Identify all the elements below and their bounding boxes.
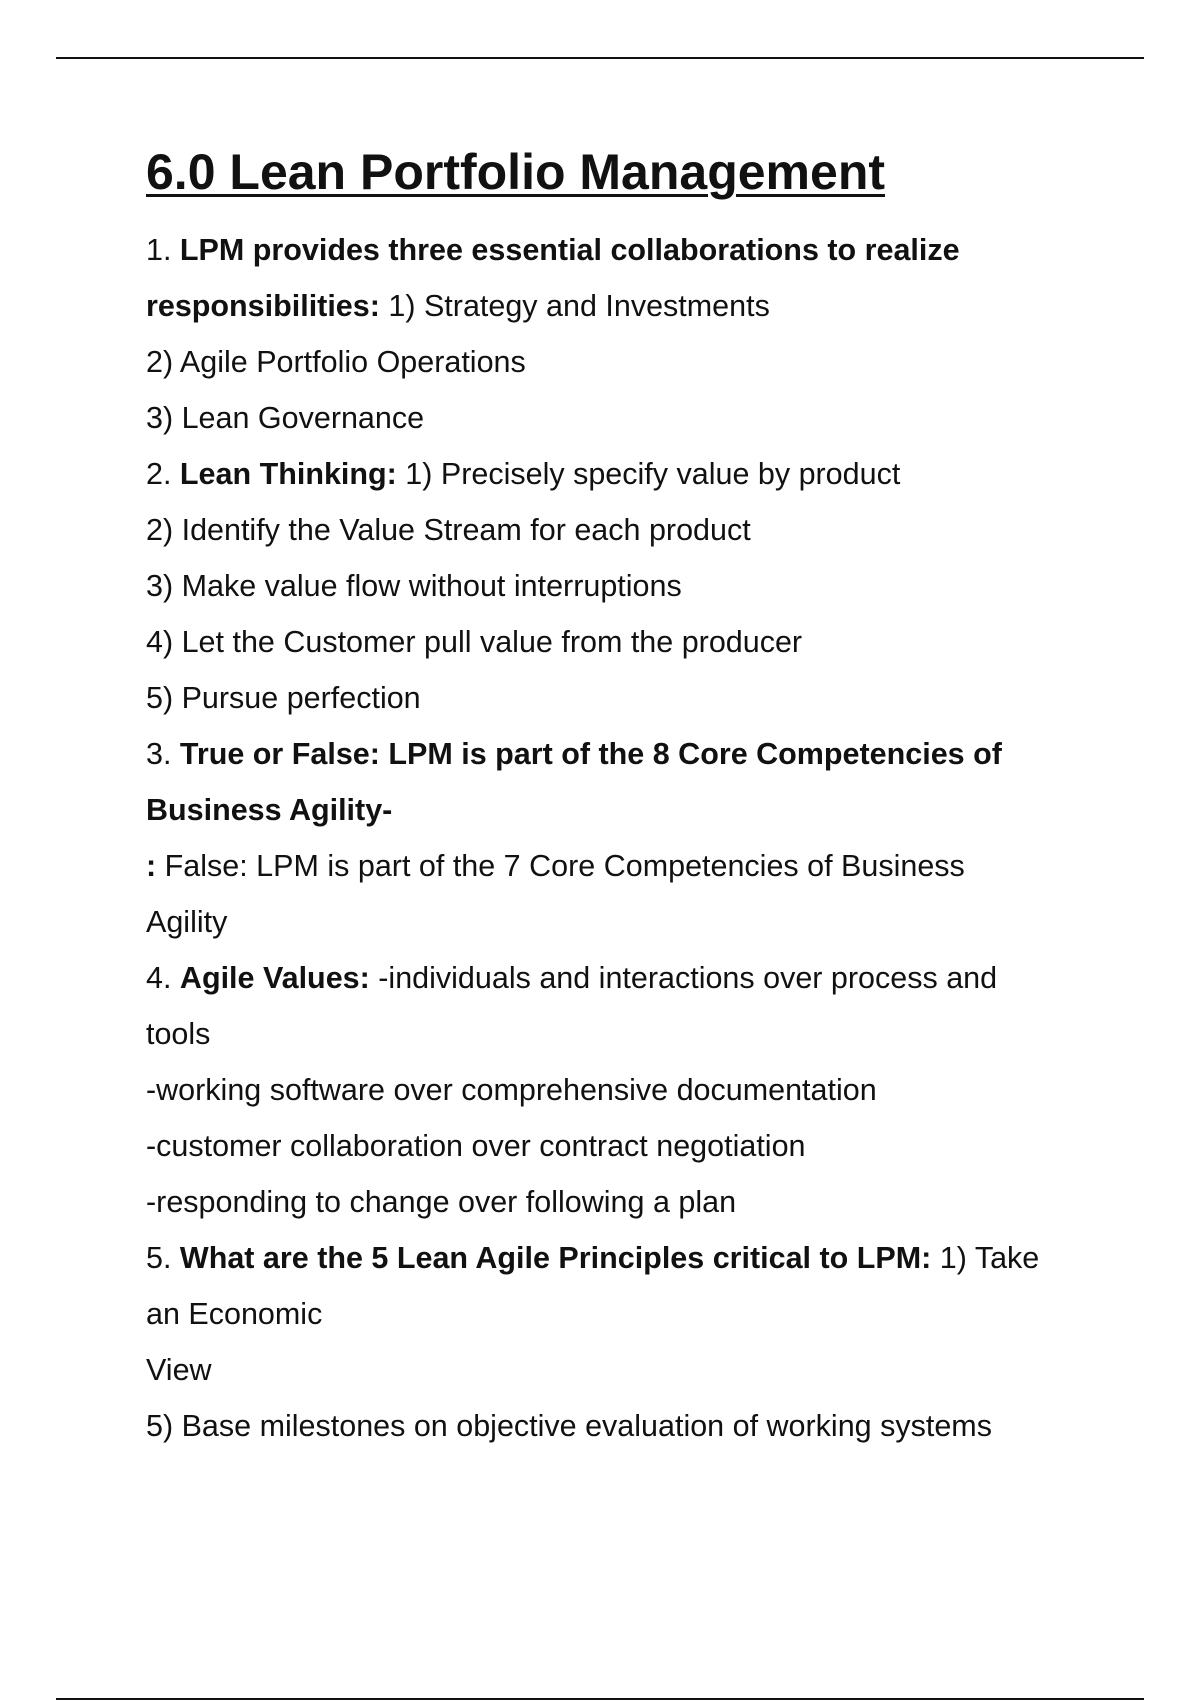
item-1-question: LPM provides three essential collaborations to realize	[179, 233, 960, 267]
item-4-answer-line: tools	[146, 1017, 211, 1051]
item-3-number: 3.	[146, 737, 172, 771]
item-3-line-1	[146, 726, 1106, 782]
item-2-answer-line: 3) Make value flow without interruptions	[146, 569, 682, 603]
item-2-line-1	[146, 446, 1106, 502]
item-3-answer-colon: :	[146, 849, 157, 883]
item-4-answer-line: -working software over comprehensive documentation	[146, 1073, 877, 1107]
item-1-line-2	[146, 278, 1106, 334]
item-5-line-1	[146, 1230, 1106, 1286]
item-5-answer: 1) Take	[939, 1241, 1040, 1275]
item-1-question-cont: responsibilities:	[146, 289, 380, 323]
item-3-question: True or False: LPM is part of the 8 Core Competencies of	[179, 737, 1002, 771]
item-1-line-1	[146, 222, 1106, 278]
item-2-answer-line: 5) Pursue perfection	[146, 681, 421, 715]
item-4-number: 4.	[146, 961, 172, 995]
item-5-answer-line: View	[146, 1353, 212, 1387]
item-2-answer-line: 4) Let the Customer pull value from the producer	[146, 625, 803, 659]
item-5-answer-line: an Economic	[146, 1297, 323, 1331]
item-2-answer-line: 2) Identify the Value Stream for each product	[146, 513, 751, 547]
item-1-answer-line: 3) Lean Governance	[146, 401, 425, 435]
item-1-number: 1.	[146, 233, 172, 267]
item-5-number: 5.	[146, 1241, 172, 1275]
page-title: 6.0 Lean Portfolio Management	[146, 144, 886, 200]
item-3-question-cont: Business Agility-	[146, 793, 393, 827]
item-5-question: What are the 5 Lean Agile Principles critical to LPM:	[179, 1241, 932, 1275]
item-2-number: 2.	[146, 457, 172, 491]
item-2-answer: 1) Precisely specify value by product	[405, 457, 901, 491]
item-1-answer-line: 2) Agile Portfolio Operations	[146, 345, 526, 379]
top-rule	[56, 57, 1144, 59]
item-5-answer-line: 5) Base milestones on objective evaluation of working systems	[146, 1409, 992, 1443]
item-4-answer-line: -customer collaboration over contract negotiation	[146, 1129, 806, 1163]
document-body	[146, 142, 1106, 1454]
item-1-answer: 1) Strategy and Investments	[388, 289, 770, 323]
item-3-answer-line-1	[146, 838, 1106, 894]
item-3-answer: False: LPM is part of the 7 Core Competencies of Business	[164, 849, 965, 883]
item-2-question: Lean Thinking:	[179, 457, 397, 491]
item-4-answer: -individuals and interactions over process and	[378, 961, 998, 995]
item-4-answer-line: -responding to change over following a plan	[146, 1185, 737, 1219]
item-4-question: Agile Values:	[179, 961, 370, 995]
item-4-line-1	[146, 950, 1106, 1006]
item-3-answer-line: Agility	[146, 905, 228, 939]
